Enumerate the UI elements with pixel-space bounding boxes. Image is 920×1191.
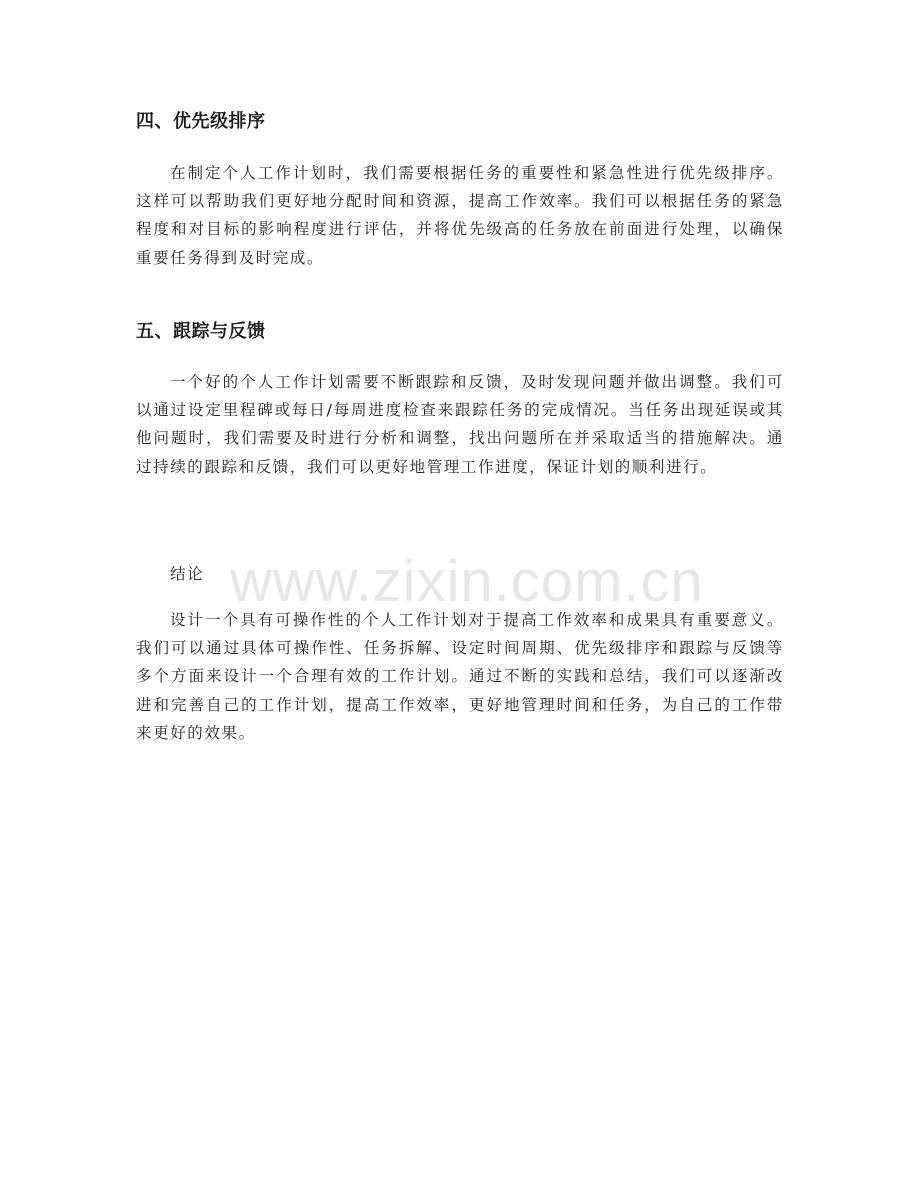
paragraph-priority: 在制定个人工作计划时，我们需要根据任务的重要性和紧急性进行优先级排序。这样可以帮助我们更好地分配时间和资源，提高工作效率。我们可以根据任务的紧急程度和对目标的影响程度进行评估，并将优先级高的任务放在前面进行处理，以确保重要任务得到及时完成。 xyxy=(136,164,784,267)
paragraph-tracking: 一个好的个人工作计划需要不断跟踪和反馈，及时发现问题并做出调整。我们可以通过设定里程碑或每日/每周进度检查来跟踪任务的完成情况。当任务出现延误或其他问题时，我们需要及时进行分析和调整，找出问题所在并采取适当的措施解决。通过持续的跟踪和反馈，我们可以更好地管理工作进度，保证计划的顺利进行。 xyxy=(136,373,784,476)
watermark: www.zixin.com.cn xyxy=(230,549,704,614)
conclusion-label: 结论 xyxy=(170,565,205,583)
paragraph-conclusion: 设计一个具有可操作性的个人工作计划对于提高工作效率和成果具有重要意义。我们可以通过具体可操作性、任务拆解、设定时间周期、优先级排序和跟踪与反馈等多个方面来设计一个合理有效的工作计划。通过不断的实践和总结，我们可以逐渐改进和完善自己的工作计划，提高工作效率，更好地管理时间和任务，为自己的工作带来更好的效果。 xyxy=(136,611,784,742)
section-heading-priority: 四、优先级排序 xyxy=(136,111,266,132)
section-heading-tracking: 五、跟踪与反馈 xyxy=(136,321,266,342)
